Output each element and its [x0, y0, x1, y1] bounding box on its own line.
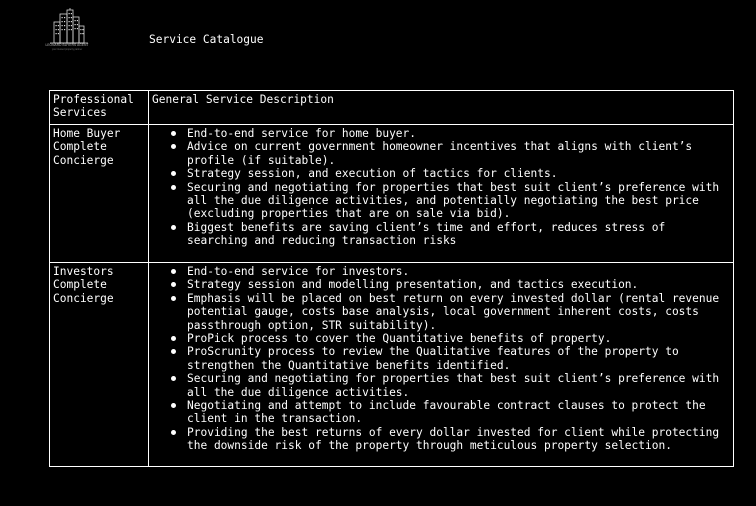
service-description-cell	[149, 125, 734, 263]
list-item: Strategy session, and execution of tactics for clients.	[171, 167, 730, 180]
list-item: Securing and negotiating for properties that best suit client’s preference with all the due diligence activities, and potentially negotiating the best price (excluding properties that are on sale via bid).	[171, 181, 730, 221]
description-list	[152, 127, 730, 248]
list-item: Securing and negotiating for properties that best suit client’s preference with all the due diligence activities.	[171, 372, 730, 399]
bullet-icon	[171, 185, 176, 190]
list-item: End-to-end service for investors.	[171, 265, 730, 278]
list-item: End-to-end service for home buyer.	[171, 127, 730, 140]
list-item: ProScrunity process to review the Qualitative features of the property to strengthen the Quantitative benefits identified.	[171, 345, 730, 372]
list-item: Biggest benefits are saving client’s time and effort, reduces stress of searching and reducing transaction risks	[171, 221, 730, 248]
city-skyline-icon	[36, 8, 98, 44]
list-item: ProPick process to cover the Quantitative benefits of property.	[171, 332, 730, 345]
list-item: Negotiating and attempt to include favourable contract clauses to protect the client in the transaction.	[171, 399, 730, 426]
list-item: Providing the best returns of every dollar invested for client while protecting the downside risk of the property through meticulous property selection.	[171, 426, 730, 453]
logo-tagline: your trusted property partner	[51, 48, 83, 51]
bullet-icon	[171, 296, 176, 301]
bullet-icon	[171, 269, 176, 274]
description-list	[152, 265, 730, 453]
list-item: Advice on current government homeowner incentives that aligns with client’s profile (if suitable).	[171, 140, 730, 167]
list-item: Strategy session and modelling presentation, and tactics execution.	[171, 278, 730, 291]
bullet-icon	[171, 349, 176, 354]
column-header-description: General Service Description	[149, 91, 734, 125]
table-row	[50, 125, 734, 263]
bullet-icon	[171, 225, 176, 230]
list-item: Emphasis will be placed on best return on every invested dollar (rental revenue potential gauge, costs base analysis, local government inherent costs, costs passthrough option, STR suitability).	[171, 292, 730, 332]
table-header-row	[50, 91, 734, 125]
service-name-cell: Investors Complete Concierge	[50, 263, 149, 467]
bullet-icon	[171, 282, 176, 287]
bullet-icon	[171, 171, 176, 176]
column-header-services: Professional Services	[50, 91, 149, 125]
service-table	[49, 90, 734, 467]
bullet-icon	[171, 131, 176, 136]
bullet-icon	[171, 430, 176, 435]
bullet-icon	[171, 336, 176, 341]
bullet-icon	[171, 376, 176, 381]
service-name-cell: Home Buyer Complete Concierge	[50, 125, 149, 263]
page-title: Service Catalogue	[149, 33, 264, 46]
bullet-icon	[171, 144, 176, 149]
logo-brand-name: LEONARD BUYERS AGENT	[45, 43, 89, 47]
service-description-cell	[149, 263, 734, 467]
bullet-icon	[171, 403, 176, 408]
table-row	[50, 263, 734, 467]
